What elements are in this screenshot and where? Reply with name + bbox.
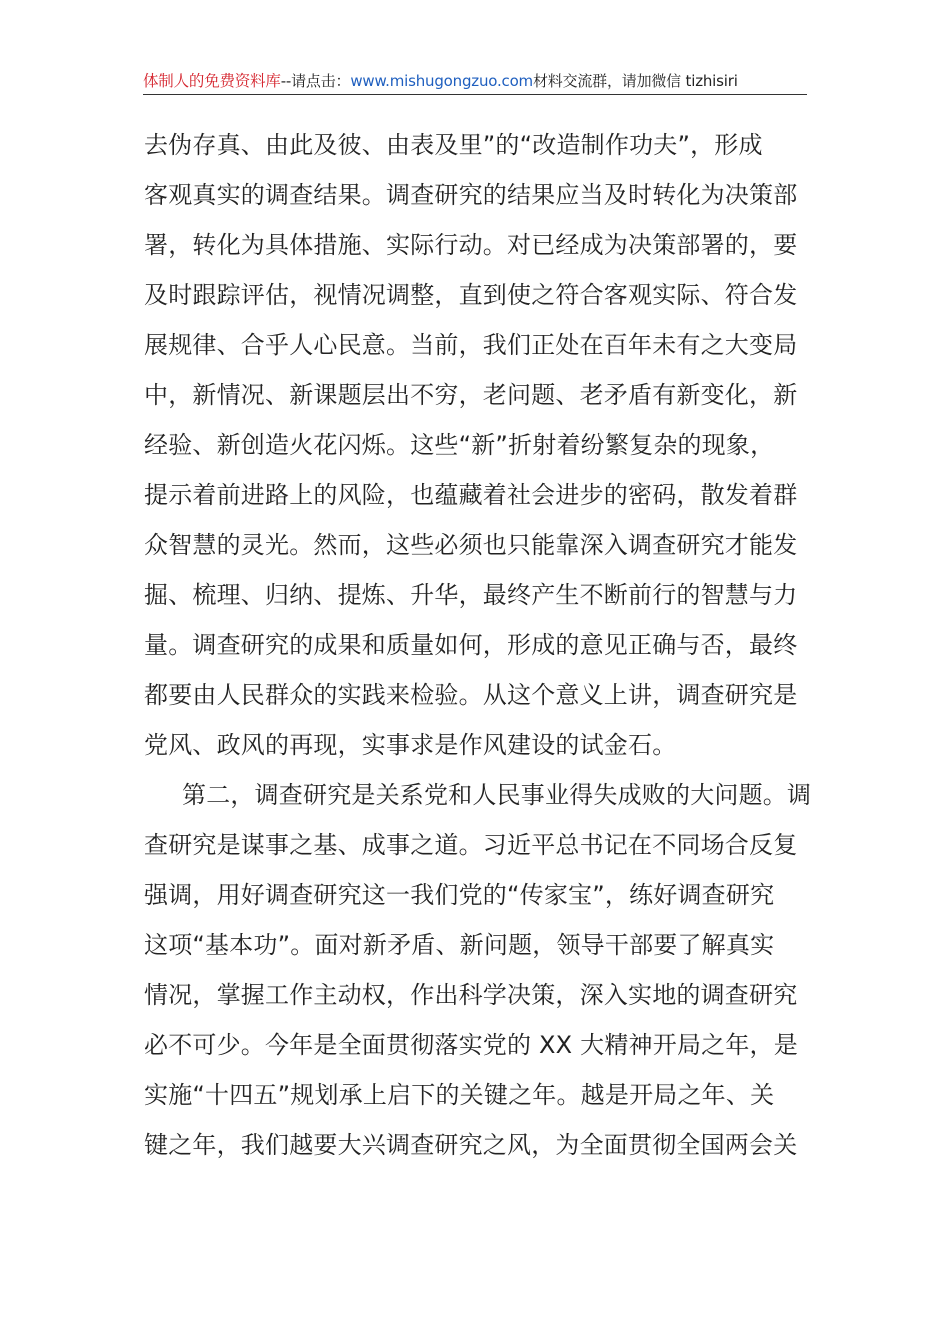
header-url-link[interactable]: www.mishugongzuo.com	[350, 72, 533, 90]
text-line: 情况，掌握工作主动权，作出科学决策，深入实地的调查研究	[144, 981, 798, 1009]
text-line: 经验、新创造火花闪烁。这些“新”折射着纷繁复杂的现象，	[144, 431, 775, 459]
text-line: 众智慧的灵光。然而，这些必须也只能靠深入调查研究才能发	[144, 531, 798, 559]
text-line: 强调，用好调查研究这一我们党的“传家宝”，练好调查研究	[144, 881, 775, 909]
text-line: 查研究是谋事之基、成事之道。习近平总书记在不同场合反复	[144, 831, 798, 859]
paragraph	[144, 120, 808, 770]
text-line: 掘、梳理、归纳、提炼、升华，最终产生不断前行的智慧与力	[144, 581, 798, 609]
text-line: 署，转化为具体措施、实际行动。对已经成为决策部署的，要	[144, 231, 798, 259]
text-line: 提示着前进路上的风险，也蕴藏着社会进步的密码，散发着群	[144, 481, 798, 509]
text-line: 党风、政风的再现，实事求是作风建设的试金石。	[144, 731, 677, 759]
header-brand: 体制人的免费资料库	[143, 72, 281, 90]
text-line: 这项“基本功”。面对新矛盾、新问题，领导干部要了解真实	[144, 931, 775, 959]
paragraph	[144, 770, 812, 1170]
header-contact: 材料交流群，请加微信 tizhisiri	[532, 72, 738, 90]
header-prompt: --请点击：	[280, 72, 351, 90]
text-line: 量。调查研究的成果和质量如何，形成的意见正确与否，最终	[144, 631, 798, 659]
text-line: 必不可少。今年是全面贯彻落实党的 XX 大精神开局之年，是	[144, 1031, 798, 1059]
text-line: 展规律、合乎人心民意。当前，我们正处在百年未有之大变局	[144, 331, 798, 359]
text-line: 客观真实的调查结果。调查研究的结果应当及时转化为决策部	[144, 181, 798, 209]
text-line: 实施“十四五”规划承上启下的关键之年。越是开局之年、关	[144, 1081, 775, 1109]
text-line-first: 第二，调查研究是关系党和人民事业得失成败的大问题。调	[182, 781, 812, 809]
document-body	[144, 120, 812, 1170]
text-line: 去伪存真、由此及彼、由表及里”的“改造制作功夫”，形成	[144, 131, 763, 159]
text-line: 中，新情况、新课题层出不穷，老问题、老矛盾有新变化，新	[144, 381, 798, 409]
text-line: 键之年，我们越要大兴调查研究之风，为全面贯彻全国两会关	[144, 1131, 798, 1159]
page-header	[143, 68, 807, 95]
text-line: 都要由人民群众的实践来检验。从这个意义上讲，调查研究是	[144, 681, 798, 709]
text-line: 及时跟踪评估，视情况调整，直到使之符合客观实际、符合发	[144, 281, 798, 309]
